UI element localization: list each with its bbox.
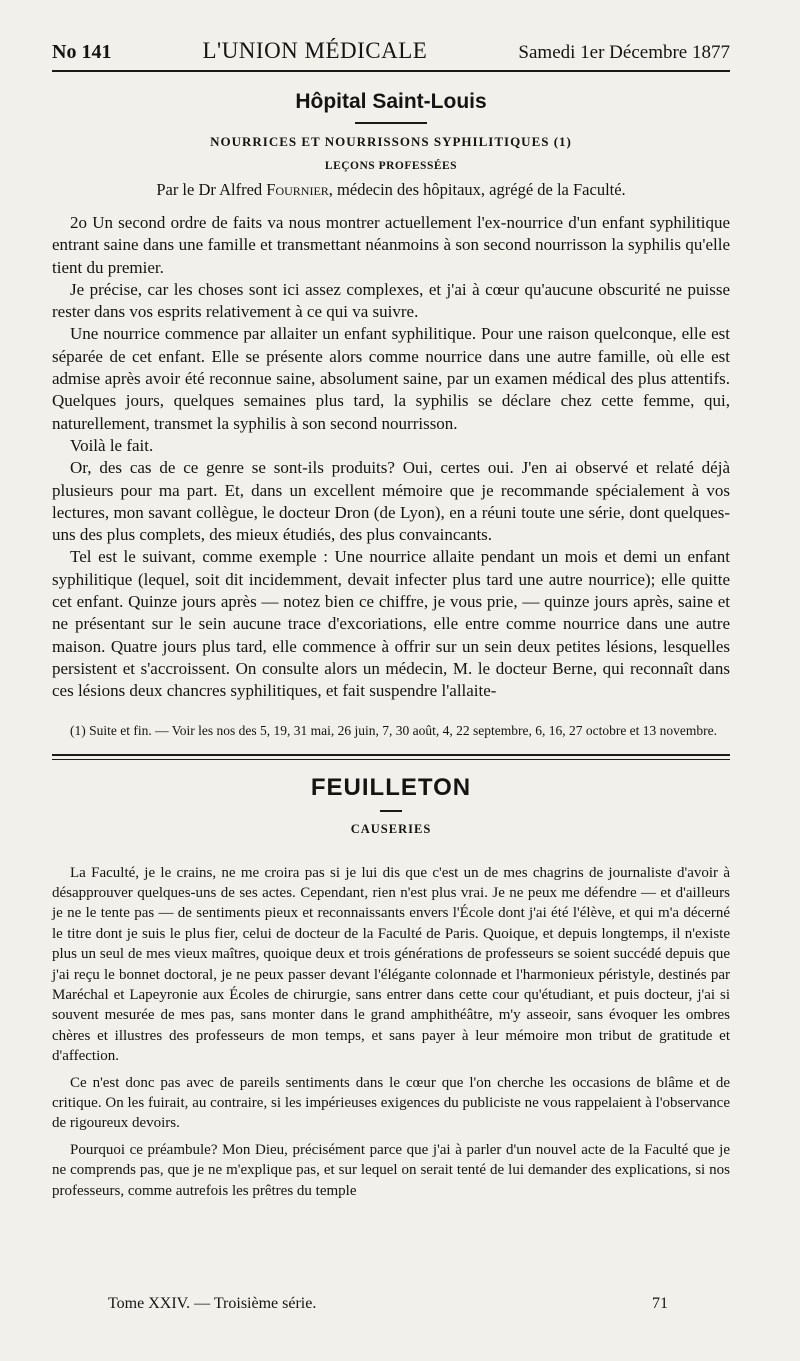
author-prefix: Par le Dr Alfred [156, 180, 267, 199]
article-paragraph: Or, des cas de ce genre se sont-ils produits? Oui, certes oui. J'en ai observé et relaté déjà plusieurs pour ma part. Et, dans un excellent mémoire que je recommande spécialement à vos lectures, mon savant collègue, le docteur Dron (de Lyon), en a réuni toute une série, dont quelques-uns des plus complets, des mieux étudiés, des plus convaincants. [52, 458, 730, 545]
volume-info: Tome XXIV. — Troisième série. [108, 1295, 317, 1312]
feuilleton-heading: FEUILLETON [310, 773, 472, 801]
page-header [52, 38, 730, 64]
feuilleton-paragraph: Ce n'est donc pas avec de pareils sentiments dans le cœur que l'on cherche les occasions de blâme et de critique. On les fuirait, au contraire, si les impérieuses exigences du publiciste ne vous rappelaient à l'observance de rigoureux devoirs. [52, 1074, 730, 1132]
hospital-heading: Hôpital Saint-Louis [295, 90, 487, 113]
article-title: NOURRICES ET NOURRISSONS SYPHILITIQUES (1) [210, 134, 572, 149]
issue-number: No 141 [52, 41, 112, 63]
author-suffix: , médecin des hôpitaux, agrégé de la Faculté. [328, 180, 626, 199]
header-rule [52, 70, 730, 72]
author-name: Fournier [266, 180, 329, 199]
article-subtitle: LEÇONS PROFESSÉES [324, 160, 458, 172]
article-paragraph: Tel est le suivant, comme exemple : Une nourrice allaite pendant un mois et demi un enfant syphilitique (lequel, soit dit incidemment, devait infecter plus tard une autre nourrice); elle quitte cet enfant. Quinze jours après — notez bien ce chiffre, je vous prie, — quinze jours après, saine et ne présentant sur le sein aucune trace d'excoriations, elle entre comme nourrice dans une autre maison. Quatre jours plus tard, elle commence à offrir sur un sein deux petites lésions, lesquelles persistent et s'accroissent. On consulte alors un médecin, M. le docteur Berne, qui reconnaît dans ces lésions deux chancres syphilitiques, et fait suspendre l'allaite- [52, 547, 730, 701]
page-footer [108, 1295, 668, 1313]
feuilleton-subtitle: CAUSERIES [350, 821, 432, 836]
heading-divider [355, 122, 427, 124]
page-number: 71 [652, 1295, 668, 1312]
article-paragraph: Voilà le fait. [70, 435, 154, 455]
section-rule-thin [52, 759, 730, 760]
section-rule [52, 754, 730, 756]
article-body [52, 212, 730, 703]
feuilleton-paragraph: La Faculté, je le crains, ne me croira pas si je lui dis que c'est un de mes chagrins de journaliste d'avoir à désapprouver quelques-uns de ses actes. Cependant, rien n'est plus vrai. Je ne peux me défendre — et d'ailleurs je ne le tente pas — de sentiments pieux et reconnaissants envers l'École dont j'ai été l'élève, et qui m'a décerné le titre dont je suis le plus fier, celui de docteur de la Faculté de Paris. Quoique, et depuis longtemps, il n'existe plus un seul de mes vieux maîtres, quoique deux et trois générations de professeurs se soient succédé depuis que j'ai reçu le bonnet doctoral, je ne peux passer devant l'élégante colonnade et l'harmonieux péristyle, destinés par Maréchal et Lapeyronie aux Écoles de chirurgie, sans entrer dans cette cour qu'étudiant, et puis docteur, j'ai si souvent mesurée de mes pas, sans monter dans le grand amphithéâtre, m'y asseoir, sans évoquer les ombres chères et illustres des professeurs de mon temps, et sans payer à leur mémoire mon tribut de gratitude et d'affection. [52, 864, 730, 1065]
article-paragraph: 2o Un second ordre de faits va nous montrer actuellement l'ex-nourrice d'un enfant syphilitique entrant saine dans une famille et transmettant néanmoins à son second nourrisson la syphilis qu'elle tient du premier. [52, 213, 730, 277]
journal-page [52, 38, 730, 1207]
feuilleton-paragraph: Pourquoi ce préambule? Mon Dieu, précisément parce que j'ai à parler d'un nouvel acte de la Faculté que je ne comprends pas, que je ne m'explique pas, et sur lequel on serait tenté de lui demander des explications, si nos professeurs, comme autrefois les prêtres du temple [52, 1141, 730, 1199]
feuilleton-body [52, 863, 730, 1202]
feuilleton-divider [380, 810, 402, 812]
article-paragraph: Une nourrice commence par allaiter un enfant syphilitique. Pour une raison quelconque, elle est séparée de cet enfant. Elle se présente alors comme nourrice dans une autre famille, où elle est admise après avoir été reconnue saine, absolument saine, par un examen médical des plus attentifs. Quelques jours, quelques semaines plus tard, la syphilis se déclare chez cette femme, qui, naturellement, transmet la syphilis à son second nourrisson. [52, 324, 730, 433]
author-line [52, 180, 730, 200]
journal-title: L'UNION MÉDICALE [202, 38, 428, 63]
issue-date: Samedi 1er Décembre 1877 [518, 42, 730, 63]
footnote: (1) Suite et fin. — Voir les nos des 5, 19, 31 mai, 26 juin, 7, 30 août, 4, 22 septembre, 6, 16, 27 octobre et 13 novembre. [70, 722, 718, 738]
article-paragraph: Je précise, car les choses sont ici assez complexes, et j'ai à cœur qu'aucune obscurité ne puisse rester dans vos esprits relativement à ce qui va suivre. [52, 279, 730, 322]
